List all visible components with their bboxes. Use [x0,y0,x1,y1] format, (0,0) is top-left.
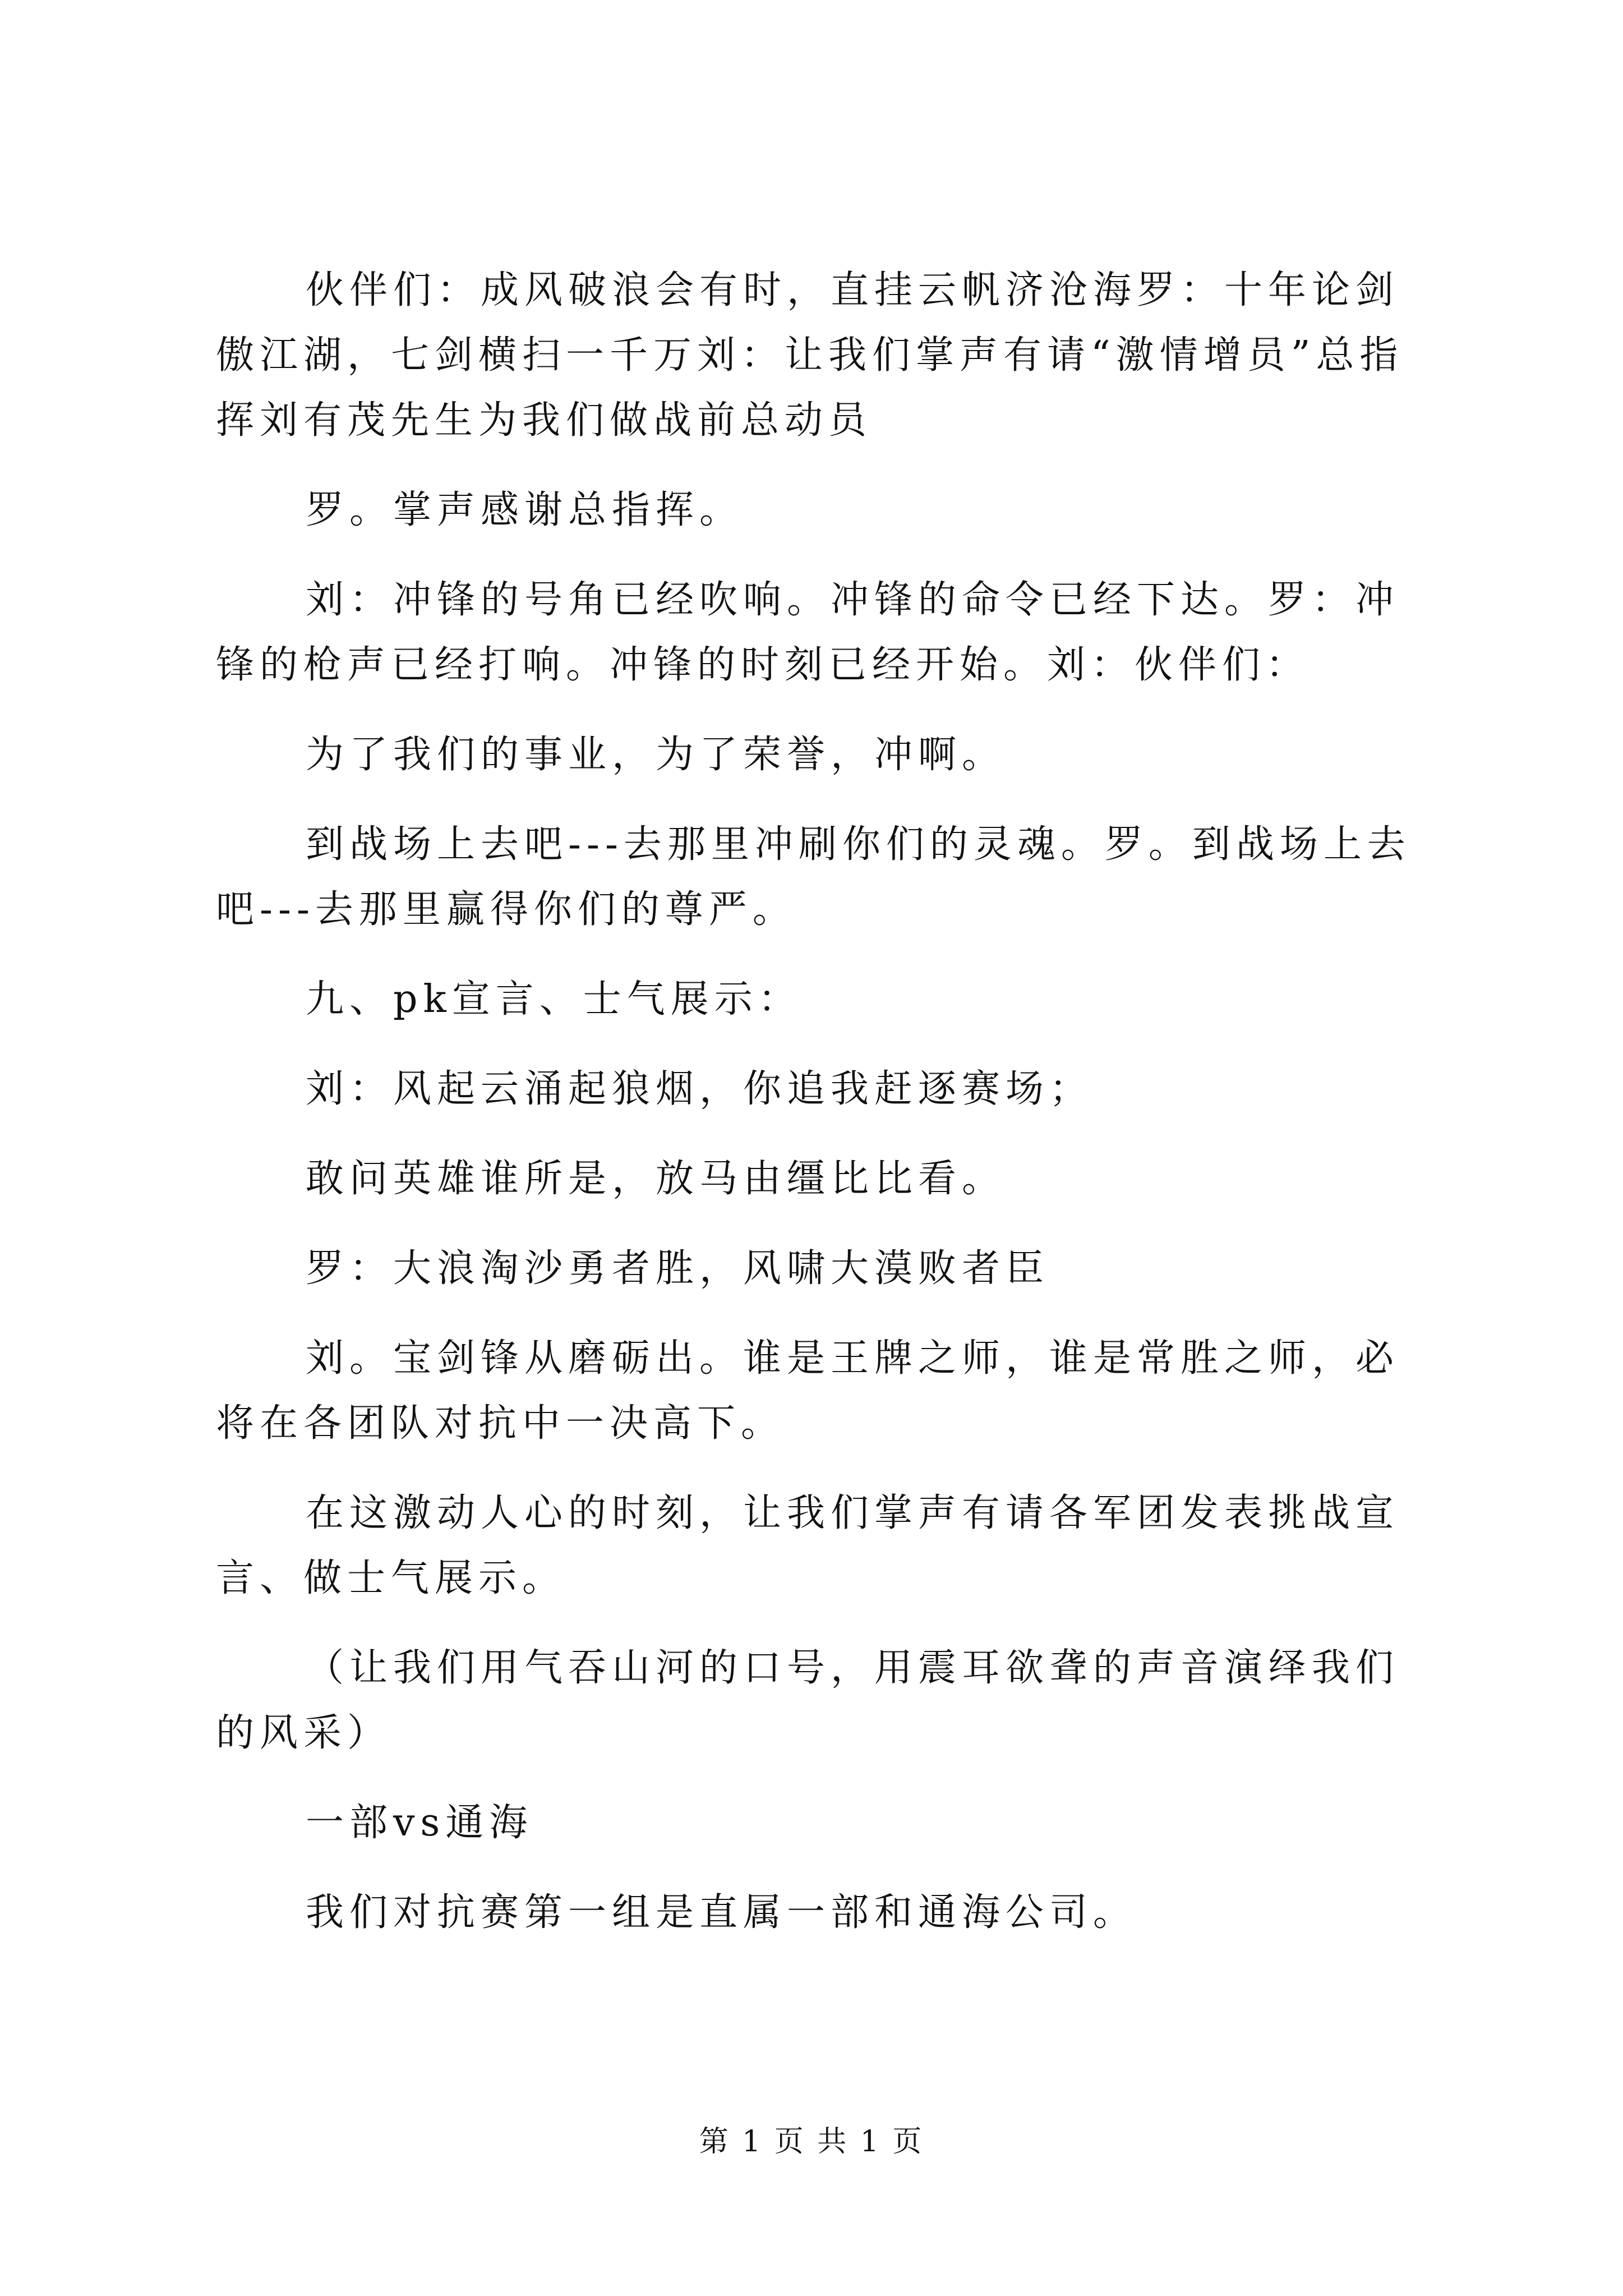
paragraph-3: 刘：冲锋的号角已经吹响。冲锋的命令已经下达。罗：冲锋的枪声已经打响。冲锋的时刻已经开始。刘：伙伴们： [216,578,1400,687]
page-number-footer: 第 1 页 共 1 页 [699,2125,924,2159]
paragraph-4: 为了我们的事业，为了荣誉，冲啊。 [306,733,1006,777]
paragraph-12: （让我们用气吞山河的口号，用震耳欲聋的声音演绎我们的风采） [216,1646,1400,1755]
paragraph-14: 我们对抗赛第一组是直属一部和通海公司。 [306,1890,1137,1935]
paragraph-7: 刘：风起云涌起狼烟，你追我赶逐赛场； [306,1067,1094,1111]
paragraph-6: 九、pk宣言、士气展示： [306,977,802,1022]
document-body [216,258,1422,1970]
paragraph-5: 到战场上去吧---去那里冲刷你们的灵魂。罗。到战场上去吧---去那里赢得你们的尊严。 [216,822,1411,932]
paragraph-9: 罗：大浪淘沙勇者胜，风啸大漠败者臣 [306,1246,1050,1291]
paragraph-10: 刘。宝剑锋从磨砺出。谁是王牌之师，谁是常胜之师，必将在各团队对抗中一决高下。 [216,1336,1400,1446]
paragraph-1: 伙伴们：成风破浪会有时，直挂云帆济沧海罗：十年论剑傲江湖，七剑横扫一千万刘：让我们掌声有请“激情增员”总指挥刘有茂先生为我们做战前总动员 [216,268,1404,443]
paragraph-11: 在这激动人心的时刻，让我们掌声有请各军团发表挑战宣言、做士气展示。 [216,1491,1400,1600]
paragraph-13: 一部vs通海 [306,1801,533,1845]
paragraph-8: 敢问英雄谁所是，放马由缰比比看。 [306,1157,1006,1201]
paragraph-2: 罗。掌声感谢总指挥。 [306,488,744,532]
